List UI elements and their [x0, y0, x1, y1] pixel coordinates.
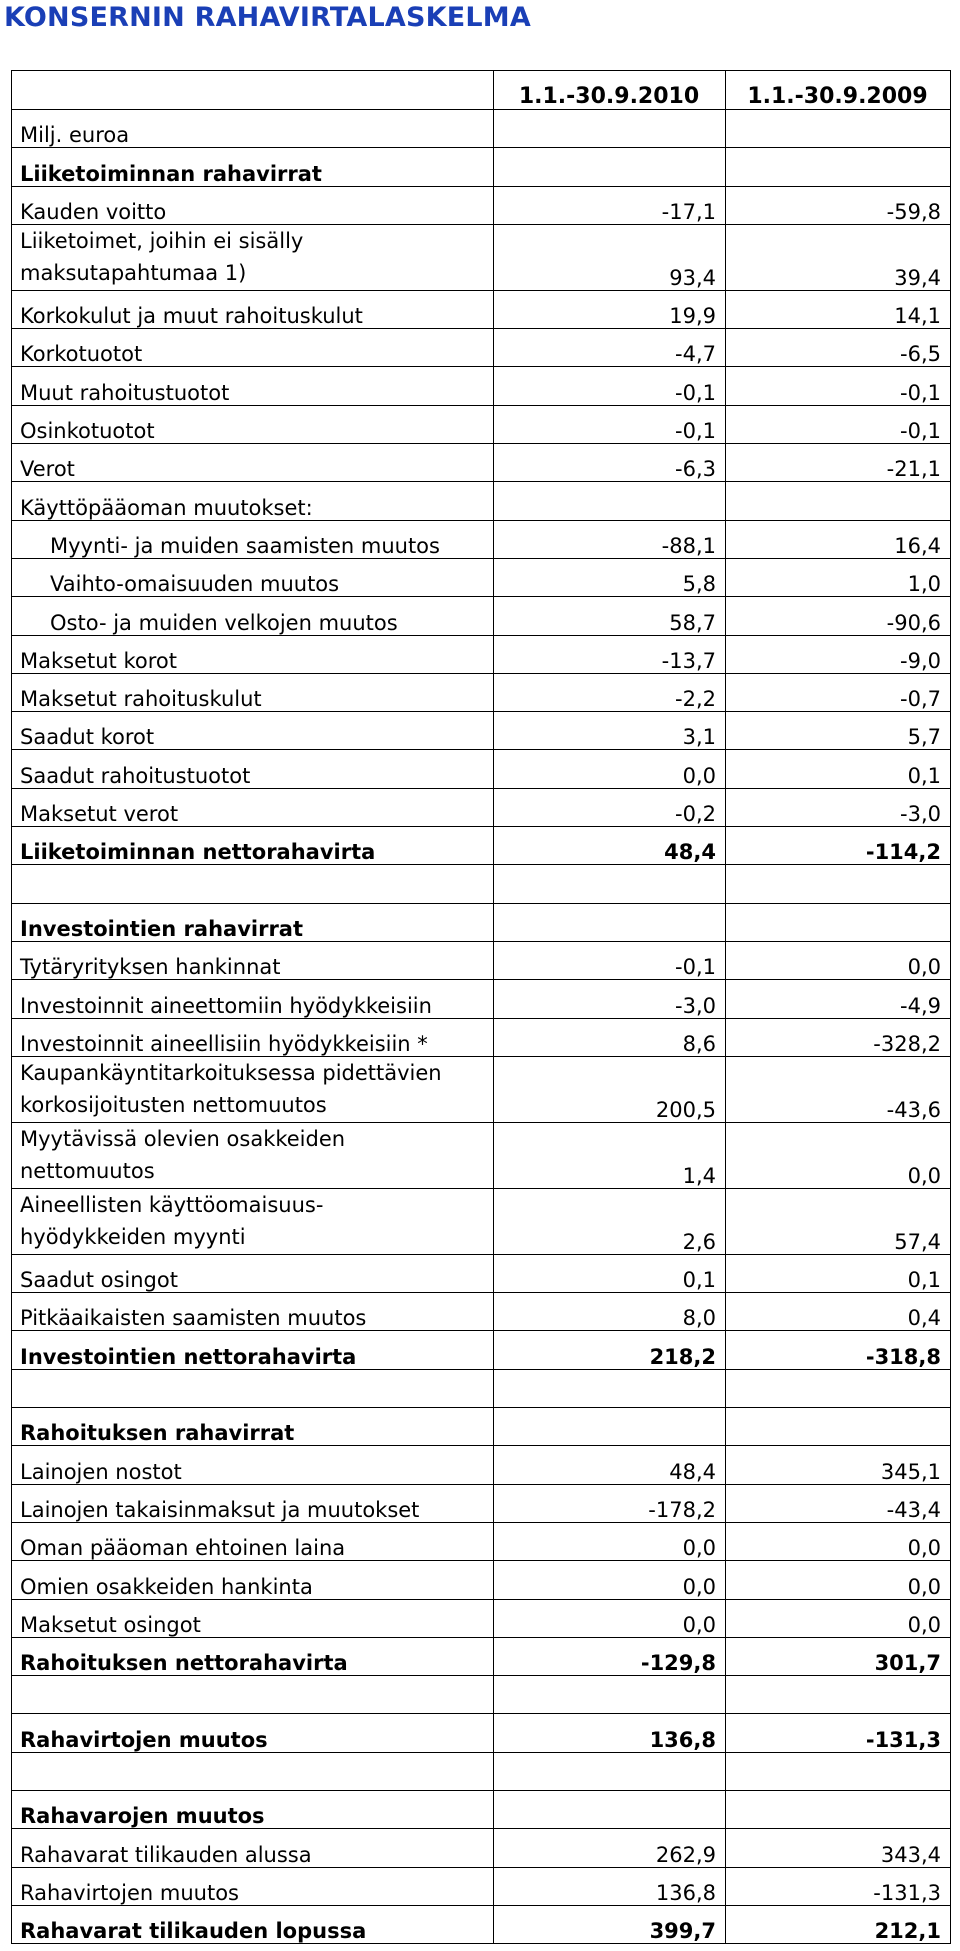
table-row: [12, 712, 951, 750]
value-2010: 48,4: [494, 827, 726, 865]
row-label: Saadut rahoitustuotot: [12, 750, 494, 788]
table-row: [12, 186, 951, 224]
value-2009: -59,8: [726, 186, 951, 224]
table-row: [12, 405, 951, 443]
value-2009: 0,0: [726, 1122, 951, 1188]
value-2010: -6,3: [494, 444, 726, 482]
value-2009: 0,4: [726, 1293, 951, 1331]
row-label: Maksetut osingot: [12, 1599, 494, 1637]
value-2010: [494, 1408, 726, 1446]
value-2009: -21,1: [726, 444, 951, 482]
row-label: Investoinnit aineettomiin hyödykkeisiin: [12, 980, 494, 1018]
value-2010: -3,0: [494, 980, 726, 1018]
row-label: Kauden voitto: [12, 186, 494, 224]
value-2010: [494, 1790, 726, 1828]
value-2009: [726, 1752, 951, 1790]
value-2010: [494, 1369, 726, 1407]
row-label: Omien osakkeiden hankinta: [12, 1561, 494, 1599]
table-row: [12, 1484, 951, 1522]
value-2010: -2,2: [494, 673, 726, 711]
value-2009: -43,6: [726, 1056, 951, 1122]
row-label: [12, 1369, 494, 1407]
table-row: [12, 1122, 951, 1188]
table-row: [12, 1637, 951, 1675]
value-2010: 58,7: [494, 597, 726, 635]
table-row: [12, 1369, 951, 1407]
value-2009: -90,6: [726, 597, 951, 635]
value-2009: [726, 1369, 951, 1407]
value-2010: 0,0: [494, 1599, 726, 1637]
table-row: [12, 1561, 951, 1599]
value-2010: 200,5: [494, 1056, 726, 1122]
value-2009: [726, 110, 951, 148]
value-2010: 136,8: [494, 1714, 726, 1752]
row-label: Myynti- ja muiden saamisten muutos: [12, 520, 494, 558]
table-row: [12, 788, 951, 826]
value-2010: -13,7: [494, 635, 726, 673]
value-2010: 399,7: [494, 1905, 726, 1943]
column-header-2010: 1.1.-30.9.2010: [494, 71, 726, 110]
value-2010: 262,9: [494, 1829, 726, 1867]
row-label: Maksetut rahoituskulut: [12, 673, 494, 711]
value-2010: 1,4: [494, 1122, 726, 1188]
row-label: Korkotuotot: [12, 329, 494, 367]
value-2009: -0,7: [726, 673, 951, 711]
row-label: Tytäryrityksen hankinnat: [12, 941, 494, 979]
value-2009: -328,2: [726, 1018, 951, 1056]
value-2010: 5,8: [494, 558, 726, 596]
value-2010: -0,2: [494, 788, 726, 826]
value-2009: [726, 1790, 951, 1828]
value-2009: 301,7: [726, 1637, 951, 1675]
table-row: [12, 1790, 951, 1828]
row-label: Rahoituksen rahavirrat: [12, 1408, 494, 1446]
value-2010: 218,2: [494, 1331, 726, 1369]
header-empty-cell: [12, 71, 494, 110]
table-row: [12, 329, 951, 367]
value-2010: 0,0: [494, 1522, 726, 1560]
value-2010: -17,1: [494, 186, 726, 224]
value-2010: -0,1: [494, 941, 726, 979]
value-2010: -129,8: [494, 1637, 726, 1675]
row-label: Lainojen nostot: [12, 1446, 494, 1484]
value-2009: -3,0: [726, 788, 951, 826]
row-label: Oman pääoman ehtoinen laina: [12, 1522, 494, 1560]
value-2010: [494, 1676, 726, 1714]
value-2010: -88,1: [494, 520, 726, 558]
value-2009: 57,4: [726, 1188, 951, 1254]
value-2010: 136,8: [494, 1867, 726, 1905]
value-2010: -0,1: [494, 367, 726, 405]
value-2010: [494, 110, 726, 148]
value-2009: -43,4: [726, 1484, 951, 1522]
value-2010: 0,0: [494, 1561, 726, 1599]
row-label: Maksetut korot: [12, 635, 494, 673]
table-row: [12, 1905, 951, 1943]
table-row: [12, 1829, 951, 1867]
value-2009: [726, 482, 951, 520]
table-row: [12, 367, 951, 405]
value-2010: [494, 903, 726, 941]
row-label: Liiketoiminnan nettorahavirta: [12, 827, 494, 865]
value-2009: -0,1: [726, 367, 951, 405]
table-row: [12, 903, 951, 941]
table-row: [12, 1676, 951, 1714]
page-title: KONSERNIN RAHAVIRTALASKELMA: [4, 2, 531, 33]
value-2009: 0,0: [726, 1522, 951, 1560]
row-label: Saadut korot: [12, 712, 494, 750]
table-row: [12, 1446, 951, 1484]
value-2010: 19,9: [494, 290, 726, 328]
row-label: Maksetut verot: [12, 788, 494, 826]
row-label: Rahavirtojen muutos: [12, 1714, 494, 1752]
row-label: Rahavarat tilikauden alussa: [12, 1829, 494, 1867]
table-row: [12, 482, 951, 520]
value-2009: -6,5: [726, 329, 951, 367]
value-2010: -0,1: [494, 405, 726, 443]
value-2009: -131,3: [726, 1714, 951, 1752]
value-2009: -114,2: [726, 827, 951, 865]
row-label: Lainojen takaisinmaksut ja muutokset: [12, 1484, 494, 1522]
value-2010: 93,4: [494, 224, 726, 290]
table-row: [12, 1331, 951, 1369]
value-2009: -318,8: [726, 1331, 951, 1369]
value-2009: 39,4: [726, 224, 951, 290]
value-2010: [494, 482, 726, 520]
table-row: [12, 1254, 951, 1292]
value-2009: 5,7: [726, 712, 951, 750]
row-label: Rahavarojen muutos: [12, 1790, 494, 1828]
table-row: [12, 1293, 951, 1331]
row-label: Liiketoimet, joihin ei sisälly maksutapahtumaa 1): [12, 224, 494, 290]
table-row: [12, 865, 951, 903]
value-2010: [494, 1752, 726, 1790]
table-row: [12, 444, 951, 482]
row-label: Rahoituksen nettorahavirta: [12, 1637, 494, 1675]
row-label: Liiketoiminnan rahavirrat: [12, 148, 494, 186]
value-2009: 0,0: [726, 1561, 951, 1599]
row-label: Investointien nettorahavirta: [12, 1331, 494, 1369]
table-row: [12, 520, 951, 558]
table-row: [12, 750, 951, 788]
value-2010: 0,0: [494, 750, 726, 788]
row-label: Pitkäaikaisten saamisten muutos: [12, 1293, 494, 1331]
value-2009: [726, 148, 951, 186]
row-label: [12, 865, 494, 903]
table-row: [12, 1056, 951, 1122]
value-2010: 48,4: [494, 1446, 726, 1484]
value-2009: 343,4: [726, 1829, 951, 1867]
value-2009: -131,3: [726, 1867, 951, 1905]
table-row: [12, 635, 951, 673]
value-2009: 14,1: [726, 290, 951, 328]
value-2009: [726, 1408, 951, 1446]
table-row: [12, 980, 951, 1018]
value-2010: 8,0: [494, 1293, 726, 1331]
table-row: [12, 941, 951, 979]
row-label: Korkokulut ja muut rahoituskulut: [12, 290, 494, 328]
table-row: [12, 1752, 951, 1790]
row-label: Saadut osingot: [12, 1254, 494, 1292]
row-label: Milj. euroa: [12, 110, 494, 148]
table-row: [12, 1188, 951, 1254]
value-2009: 212,1: [726, 1905, 951, 1943]
value-2009: 0,0: [726, 941, 951, 979]
value-2009: 345,1: [726, 1446, 951, 1484]
table-row: [12, 148, 951, 186]
row-label: Kaupankäyntitarkoituksessa pidettävien korkosijoitusten nettomuutos: [12, 1056, 494, 1122]
row-label: [12, 1676, 494, 1714]
table-row: [12, 597, 951, 635]
value-2009: 0,1: [726, 1254, 951, 1292]
table-row: [12, 1408, 951, 1446]
row-label: Muut rahoitustuotot: [12, 367, 494, 405]
value-2010: [494, 865, 726, 903]
row-label: Verot: [12, 444, 494, 482]
value-2009: 0,1: [726, 750, 951, 788]
value-2010: -4,7: [494, 329, 726, 367]
value-2009: 1,0: [726, 558, 951, 596]
table-row: [12, 1522, 951, 1560]
table-row: [12, 224, 951, 290]
row-label: Vaihto-omaisuuden muutos: [12, 558, 494, 596]
value-2009: -9,0: [726, 635, 951, 673]
row-label: Osinkotuotot: [12, 405, 494, 443]
table-row: [12, 290, 951, 328]
value-2009: -4,9: [726, 980, 951, 1018]
value-2010: [494, 148, 726, 186]
table-row: [12, 1018, 951, 1056]
value-2010: 2,6: [494, 1188, 726, 1254]
value-2010: 8,6: [494, 1018, 726, 1056]
cash-flow-table: [11, 70, 951, 1944]
table-row: [12, 558, 951, 596]
row-label: Osto- ja muiden velkojen muutos: [12, 597, 494, 635]
row-label: Myytävissä olevien osakkeiden nettomuutos: [12, 1122, 494, 1188]
row-label: [12, 1752, 494, 1790]
value-2009: 16,4: [726, 520, 951, 558]
value-2010: -178,2: [494, 1484, 726, 1522]
table-row: [12, 1599, 951, 1637]
table-row: [12, 1867, 951, 1905]
row-label: Käyttöpääoman muutokset:: [12, 482, 494, 520]
value-2009: -0,1: [726, 405, 951, 443]
value-2009: [726, 865, 951, 903]
row-label: Investoinnit aineellisiin hyödykkeisiin *: [12, 1018, 494, 1056]
value-2009: [726, 1676, 951, 1714]
header-row: [12, 71, 951, 110]
table-row: [12, 110, 951, 148]
table-row: [12, 827, 951, 865]
value-2009: 0,0: [726, 1599, 951, 1637]
value-2010: 3,1: [494, 712, 726, 750]
table-row: [12, 1714, 951, 1752]
column-header-2009: 1.1.-30.9.2009: [726, 71, 951, 110]
row-label: Rahavarat tilikauden lopussa: [12, 1905, 494, 1943]
value-2010: 0,1: [494, 1254, 726, 1292]
row-label: Aineellisten käyttöomaisuus- hyödykkeiden myynti: [12, 1188, 494, 1254]
row-label: Investointien rahavirrat: [12, 903, 494, 941]
value-2009: [726, 903, 951, 941]
table-row: [12, 673, 951, 711]
row-label: Rahavirtojen muutos: [12, 1867, 494, 1905]
